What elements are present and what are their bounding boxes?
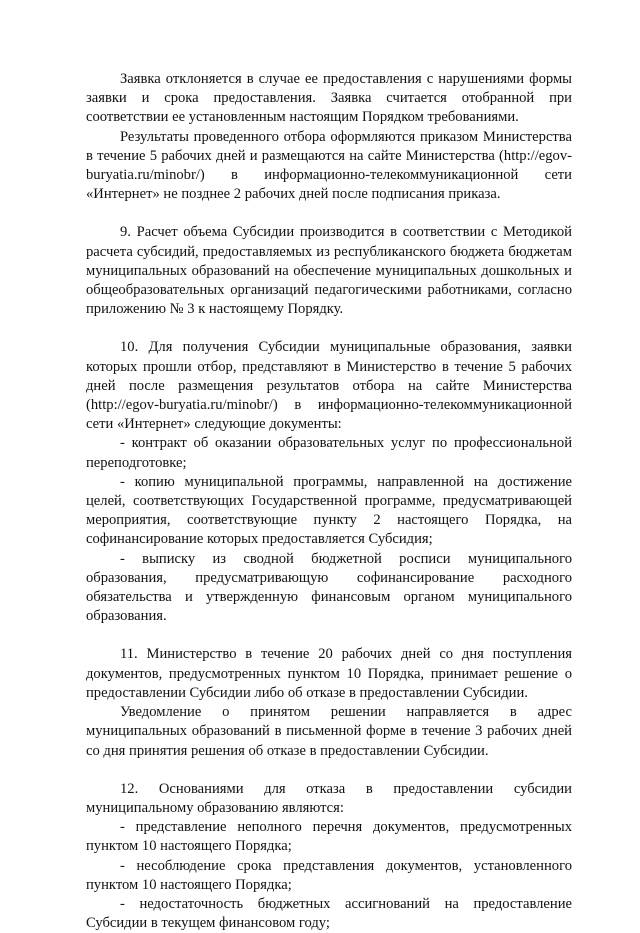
- paragraph-item-9: 9. Расчет объема Субсидии производится в соответствии с Методикой расчета субсидий, предоставляемых из республиканского бюджета бюджетам муниципальных образований на обеспечение муниципальных дошкольных и общеобразовательных организаций педагогическими работниками, согласно приложению № 3 к настоящему Порядку.: [86, 224, 572, 318]
- list-item-deadline-violation: - несоблюдение срока представления документов, установленного пунктом 10 настоящего Порядка;: [86, 857, 572, 893]
- paragraph-item-12: 12. Основаниями для отказа в предоставлении субсидии муниципальному образованию являются:: [86, 780, 572, 816]
- paragraph-spacer: [86, 319, 572, 338]
- paragraph-item-11: 11. Министерство в течение 20 рабочих дней со дня поступления документов, предусмотренных пунктом 10 Порядка, принимает решение о предоставлении Субсидии либо об отказе в предоставлении Субсидии.: [86, 646, 572, 701]
- paragraph-selection-results: Результаты проведенного отбора оформляются приказом Министерства в течение 5 рабочих дней и размещаются на сайте Министерства (http://egov-buryatia.ru/minobr/) в информационно-телекоммуникационной сети «Интернет» не позднее 2 рабочих дней после подписания приказа.: [86, 128, 572, 203]
- paragraph-notification: Уведомление о принятом решении направляется в адрес муниципальных образований в письменной форме в течение 3 рабочих дней со дня принятия решения об отказе в предоставлении Субсидии.: [86, 704, 572, 759]
- list-item-incomplete-documents: - представление неполного перечня документов, предусмотренных пунктом 10 настоящего Порядка;: [86, 819, 572, 855]
- paragraph-spacer: [86, 626, 572, 645]
- document-page: [86, 70, 572, 933]
- list-item-budget-extract: - выписку из сводной бюджетной росписи муниципального образования, предусматривающую софинансирование расходного обязательства и утвержденную финансовым органом муниципального образования.: [86, 550, 572, 625]
- paragraph-spacer: [86, 204, 572, 223]
- paragraph-item-10: 10. Для получения Субсидии муниципальные образования, заявки которых прошли отбор, представляют в Министерство в течение 5 рабочих дней после размещения результатов отбора на сайте Министерства (http://egov-buryatia.ru/minobr/) в информационно-телекоммуникационной сети «Интернет» следующие документы:: [86, 339, 572, 433]
- list-item-program-copy: - копию муниципальной программы, направленной на достижение целей, соответствующих Государственной программе, предусматривающей мероприятия, соответствующие пункту 2 настоящего Порядка, на софинансирование которых предоставляется Субсидия;: [86, 473, 572, 548]
- paragraph-rejection-conditions: Заявка отклоняется в случае ее предоставления с нарушениями формы заявки и срока предоставления. Заявка считается отобранной при соответствии ее установленным настоящим Порядком требованиями.: [86, 71, 572, 126]
- list-item-insufficient-budget: - недостаточность бюджетных ассигнований на предоставление Субсидии в текущем финансовом году;: [86, 895, 572, 932]
- list-item-contract: - контракт об оказании образовательных услуг по профессиональной переподготовке;: [86, 435, 572, 471]
- paragraph-spacer: [86, 761, 572, 780]
